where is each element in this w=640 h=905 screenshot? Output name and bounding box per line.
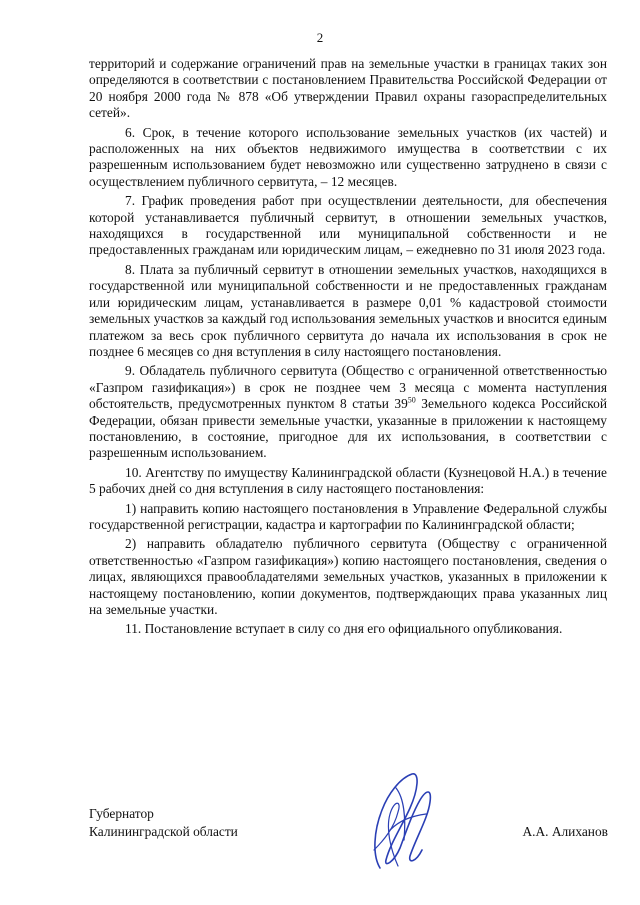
paragraph-9-text-end: Земельного кодекса Российской Федерации, обязан привести земельные участки, указанные в приложении к настоящему постановлению, в состояние, пригодное для их использования, в соответствии с разрешенным использованием. <box>89 396 607 461</box>
signatory-title-line-1: Губернатор <box>89 806 154 821</box>
paragraph-6: 6. Срок, в течение которого использование земельных участков (их частей) и расположенных на них объектов недвижимого имущества в соответствии с их разрешенным использованием будет невозможно или существенно затруднено в связи с осуществлением публичного сервитута, – 12 месяцев. <box>89 124 607 189</box>
paragraph-10-item-2: 2) направить обладателю публичного сервитута (Обществу с ограниченной ответственностью «Газпром газификация») копию настоящего постановления, сведения о лицах, являющихся правообладателями земельных участков, указанных в приложении к настоящему постановлению, копии документов, подтверждающих права указанных лиц на земельные участки. <box>89 536 607 617</box>
signatory-title <box>89 805 238 841</box>
paragraph-8: 8. Плата за публичный сервитут в отношении земельных участков, находящихся в государственной или муниципальной собственности и не предоставленных гражданам или юридическим лицам, устанавливается в размере 0,01 % кадастровой стоимости земельных участков за каждый год использования земельных участков и вносится единым платежом за весь срок публичного сервитута до начала их использования в срок не позднее 6 месяцев со дня вступления в силу настоящего постановления. <box>89 261 607 359</box>
paragraph-9-text-start: 9. Обладатель публичного сервитута (Общество с ограниченной ответственностью «Газпром газификация») в срок не позднее чем 3 месяца с момента наступления обстоятельств, предусмотренных пунктом 8 статьи 39 <box>89 363 607 412</box>
paragraph-5-continuation: территорий и содержание ограничений прав на земельные участки в границах таких зон определяются в соответствии с постановлением Правительства Российской Федерации от 20 ноября 2000 года № 878 «Об утверждении Правил охраны газораспределительных сетей». <box>89 56 607 121</box>
article-superscript: 50 <box>407 395 416 405</box>
page-number: 2 <box>316 30 324 45</box>
document-body <box>89 56 607 641</box>
paragraph-10-item-1: 1) направить копию настоящего постановления в Управление Федеральной службы государственной регистрации, кадастра и картографии по Калининградской области; <box>89 500 607 532</box>
signatory-name: А.А. Алиханов <box>522 824 608 839</box>
paragraph-10: 10. Агентству по имуществу Калининградской области (Кузнецовой Н.А.) в течение 5 рабочих дней со дня вступления в силу настоящего постановления: <box>89 464 607 497</box>
handwritten-signature <box>360 770 440 875</box>
signatory-title-line-2: Калининградской области <box>89 824 238 839</box>
paragraph-7: 7. График проведения работ при осуществлении деятельности, для обеспечения которой устанавливается публичный сервитут, в отношении земельных участков, находящихся в государственной или муниципальной собственности и не предоставленных гражданам или юридическим лицам, – ежедневно по 31 июля 2023 года. <box>89 193 607 258</box>
paragraph-11: 11. Постановление вступает в силу со дня его официального опубликования. <box>125 621 563 637</box>
paragraph-9 <box>89 363 607 461</box>
